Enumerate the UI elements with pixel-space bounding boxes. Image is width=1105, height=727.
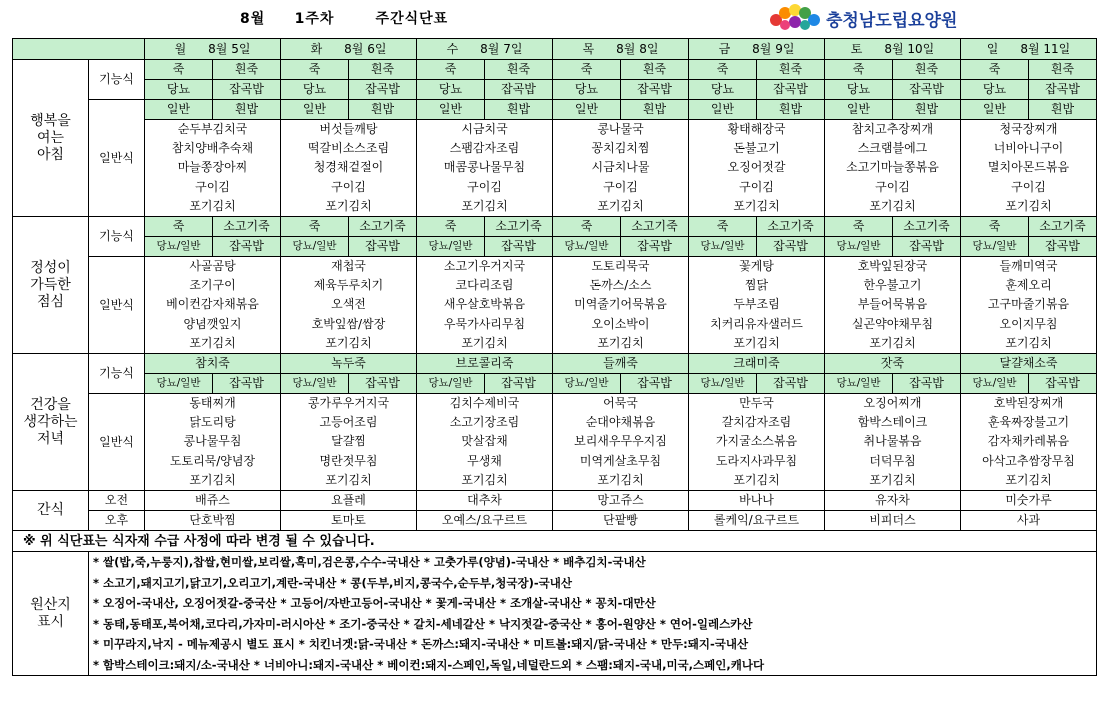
menu-item: 포기김치 [461, 335, 508, 350]
general-rice: 일반 [417, 100, 485, 120]
day-date: 8월 9일 [752, 41, 795, 56]
day-header [281, 39, 417, 60]
menu-item: 버섯들깨탕 [319, 122, 378, 136]
category-general: 일반식 [89, 257, 145, 354]
general-menu [689, 394, 825, 491]
functional-item: 달걀채소죽 [961, 354, 1097, 374]
menu-item: 갈치감자조림 [721, 415, 792, 430]
menu-item: 실곤약야채무침 [851, 316, 934, 331]
general-menu [825, 394, 961, 491]
functional-item: 흰죽 [893, 60, 961, 80]
functional-item: 당뇨 [281, 80, 349, 100]
menu-item: 스크램블에그 [857, 141, 928, 156]
functional-item: 잡곡밥 [485, 374, 553, 394]
menu-item: 명란젓무침 [319, 453, 378, 468]
functional-item: 당뇨/일반 [553, 237, 621, 257]
table-row [13, 374, 1097, 394]
weekly-menu-table [12, 38, 1097, 676]
functional-item: 잣죽 [825, 354, 961, 374]
functional-item: 당뇨/일반 [689, 237, 757, 257]
day-header [417, 39, 553, 60]
category-functional: 기능식 [89, 217, 145, 257]
menu-item: 멸치아몬드볶음 [987, 160, 1070, 175]
functional-item: 잡곡밥 [213, 237, 281, 257]
menu-item: 포기김치 [869, 198, 916, 213]
functional-item: 당뇨/일반 [281, 237, 349, 257]
general-rice: 흰밥 [893, 100, 961, 120]
origin-line: * 소고기,돼지고기,닭고기,오리고기,계란-국내산 * 콩(두부,비지,콩국수,순두부,청국장)-국내산 [93, 575, 572, 590]
functional-item: 당뇨/일반 [825, 374, 893, 394]
menu-item: 미역줄기어묵볶음 [574, 297, 667, 312]
functional-item: 죽 [689, 60, 757, 80]
menu-item: 떡갈비소스조림 [307, 141, 390, 156]
page-header [0, 0, 1105, 38]
functional-item: 당뇨/일반 [417, 237, 485, 257]
menu-item: 제육두루치기 [313, 278, 384, 293]
general-menu [281, 394, 417, 491]
menu-item: 도토리묵/양념장 [169, 453, 256, 468]
menu-item: 고등어조림 [319, 415, 378, 430]
table-row [13, 237, 1097, 257]
functional-item: 당뇨/일반 [689, 374, 757, 394]
menu-item: 동태찌개 [189, 396, 236, 411]
snack-item: 망고쥬스 [553, 491, 689, 511]
menu-item: 무생채 [467, 453, 502, 468]
menu-item: 포기김치 [325, 472, 372, 487]
category-general: 일반식 [89, 100, 145, 217]
table-row [13, 531, 1097, 552]
functional-item: 잡곡밥 [621, 374, 689, 394]
functional-item: 참치죽 [145, 354, 281, 374]
functional-item: 잡곡밥 [757, 237, 825, 257]
snack-item: 바나나 [689, 491, 825, 511]
org-name: 충청남도립요양원 [826, 10, 958, 31]
functional-item: 죽 [281, 217, 349, 237]
day-name: 목 [582, 41, 595, 56]
functional-item: 당뇨/일반 [553, 374, 621, 394]
menu-item: 청국장찌개 [999, 122, 1058, 136]
functional-item: 잡곡밥 [213, 374, 281, 394]
meal-label-lunch: 정성이 가득한 점심 [13, 217, 89, 354]
menu-item: 꽃게탕 [739, 259, 774, 274]
menu-item: 보리새우무우지짐 [574, 434, 667, 449]
menu-item: 꽁치김치찜 [591, 141, 650, 156]
functional-item: 당뇨/일반 [281, 374, 349, 394]
menu-item: 포기김치 [189, 198, 236, 213]
functional-item: 당뇨/일반 [145, 374, 213, 394]
functional-item: 죽 [145, 217, 213, 237]
table-row [13, 511, 1097, 531]
corner-cell [13, 39, 145, 60]
functional-item: 잡곡밥 [621, 237, 689, 257]
menu-item: 코다리조림 [455, 278, 514, 293]
day-header [961, 39, 1097, 60]
general-rice: 일반 [961, 100, 1029, 120]
general-menu [825, 120, 961, 217]
functional-item: 흰죽 [349, 60, 417, 80]
snack-item: 대추차 [417, 491, 553, 511]
functional-item: 소고기죽 [213, 217, 281, 237]
menu-item: 재첩국 [331, 259, 366, 274]
general-rice: 일반 [553, 100, 621, 120]
menu-item: 순두부김치국 [177, 122, 248, 136]
general-menu [417, 120, 553, 217]
category-functional: 기능식 [89, 354, 145, 394]
snack-item: 단호박찜 [145, 511, 281, 531]
day-name: 화 [310, 41, 323, 56]
meal-label-breakfast: 행복을 여는 아침 [13, 60, 89, 217]
menu-item: 가지굴소스볶음 [715, 434, 798, 449]
functional-item: 죽 [281, 60, 349, 80]
general-rice: 일반 [281, 100, 349, 120]
general-menu [689, 257, 825, 354]
menu-item: 함박스테이크 [857, 415, 928, 430]
general-rice: 흰밥 [485, 100, 553, 120]
table-row [13, 354, 1097, 374]
functional-item: 당뇨 [417, 80, 485, 100]
menu-item: 포기김치 [325, 335, 372, 350]
functional-item: 흰죽 [485, 60, 553, 80]
menu-item: 구이김 [603, 179, 638, 194]
day-date: 8월 7일 [480, 41, 523, 56]
menu-item: 마늘쫑장아찌 [177, 160, 248, 175]
menu-item: 감자채카레볶음 [987, 434, 1070, 449]
origin-list [89, 552, 1097, 676]
table-row [13, 39, 1097, 60]
functional-item: 죽 [417, 217, 485, 237]
menu-item: 순대야채볶음 [585, 415, 656, 430]
table-row [13, 394, 1097, 491]
menu-item: 콩가루우거지국 [307, 396, 390, 411]
menu-item: 한우불고기 [863, 278, 922, 293]
menu-item: 시금치국 [461, 122, 508, 136]
table-row [13, 257, 1097, 354]
functional-item: 잡곡밥 [1029, 374, 1097, 394]
functional-item: 소고기죽 [485, 217, 553, 237]
menu-item: 포기김치 [461, 472, 508, 487]
snack-am-label: 오전 [89, 491, 145, 511]
origin-line: * 동태,동태포,북어채,코다리,가자미-러시아산 * 조기-중국산 * 갈치-세네갈산 * 낙지젓갈-중국산 * 홍어-원양산 * 연어-일레스카산 [93, 616, 753, 631]
origin-line: * 함박스테이크:돼지/소-국내산 * 너비아니:돼지-국내산 * 베이컨:돼지-스페인,독일,네덜란드외 * 스팸:돼지-국내,미국,스페인,캐나다 [93, 657, 765, 672]
snack-item: 오예스/요구르트 [417, 511, 553, 531]
day-header [689, 39, 825, 60]
day-date: 8월 8일 [616, 41, 659, 56]
day-date: 8월 10일 [884, 41, 935, 56]
menu-item: 구이김 [467, 179, 502, 194]
functional-item: 크래미죽 [689, 354, 825, 374]
category-general: 일반식 [89, 394, 145, 491]
menu-item: 소고기장조림 [449, 415, 520, 430]
menu-item: 오징어찌개 [863, 396, 922, 411]
menu-item: 포기김치 [597, 335, 644, 350]
functional-item: 당뇨/일반 [961, 374, 1029, 394]
general-menu [689, 120, 825, 217]
table-row [13, 80, 1097, 100]
functional-item: 브로콜리죽 [417, 354, 553, 374]
snack-label: 간식 [13, 491, 89, 531]
menu-item: 치커리유자샐러드 [710, 316, 803, 331]
table-row [13, 552, 1097, 676]
general-menu [961, 394, 1097, 491]
menu-item: 포기김치 [189, 335, 236, 350]
menu-item: 포기김치 [1005, 472, 1052, 487]
menu-item: 시금치나물 [591, 160, 650, 175]
functional-item: 죽 [961, 217, 1029, 237]
functional-item: 들깨죽 [553, 354, 689, 374]
functional-item: 잡곡밥 [485, 237, 553, 257]
menu-item: 포기김치 [733, 472, 780, 487]
functional-item: 당뇨/일반 [417, 374, 485, 394]
origin-line: * 오징어-국내산, 오징어젓갈-중국산 * 고등어/자반고등어-국내산 * 꽃게-국내산 * 조개살-국내산 * 꽁치-대만산 [93, 596, 656, 611]
functional-item: 죽 [417, 60, 485, 80]
functional-item: 잡곡밥 [757, 80, 825, 100]
general-rice: 흰밥 [1029, 100, 1097, 120]
day-header [825, 39, 961, 60]
functional-item: 죽 [145, 60, 213, 80]
menu-item: 두부조림 [733, 297, 780, 312]
menu-item: 너비아니구이 [993, 141, 1064, 156]
menu-item: 포기김치 [597, 198, 644, 213]
snack-item: 토마토 [281, 511, 417, 531]
menu-item: 찜닭 [744, 278, 769, 293]
functional-item: 죽 [553, 60, 621, 80]
functional-item: 잡곡밥 [1029, 237, 1097, 257]
menu-item: 베이컨감자채볶음 [166, 297, 259, 312]
functional-item: 당뇨 [145, 80, 213, 100]
snack-item: 요플레 [281, 491, 417, 511]
functional-item: 흰죽 [621, 60, 689, 80]
menu-item: 호박잎된장국 [857, 259, 928, 274]
day-header [145, 39, 281, 60]
menu-item: 포기김치 [325, 198, 372, 213]
menu-item: 포기김치 [869, 335, 916, 350]
functional-item: 흰죽 [213, 60, 281, 80]
menu-item: 더덕무침 [869, 453, 916, 468]
functional-item: 당뇨/일반 [145, 237, 213, 257]
notice-text: ※ 위 식단표는 식자재 수급 사정에 따라 변경 될 수 있습니다. [13, 531, 1097, 552]
functional-item: 잡곡밥 [621, 80, 689, 100]
general-menu [825, 257, 961, 354]
menu-item: 콩나물국 [597, 122, 644, 136]
menu-item: 조기구이 [189, 278, 236, 293]
menu-item: 호박잎쌈/쌈장 [311, 316, 386, 331]
menu-item: 스팸감자조림 [449, 141, 520, 156]
functional-item: 당뇨 [825, 80, 893, 100]
table-row [13, 100, 1097, 120]
functional-item: 소고기죽 [757, 217, 825, 237]
snack-pm-label: 오후 [89, 511, 145, 531]
menu-item: 도토리묵국 [591, 259, 650, 274]
day-date: 8월 11일 [1020, 41, 1071, 56]
functional-item: 죽 [553, 217, 621, 237]
menu-item: 달걀찜 [331, 434, 366, 449]
general-rice: 일반 [689, 100, 757, 120]
menu-item: 포기김치 [597, 472, 644, 487]
menu-item: 호박된장찌개 [993, 396, 1064, 411]
day-name: 토 [850, 41, 863, 56]
menu-item: 돈까스/소스 [589, 278, 652, 293]
menu-item: 포기김치 [1005, 198, 1052, 213]
meal-label-dinner: 건강을 생각하는 저녁 [13, 354, 89, 491]
menu-item: 오이지무침 [999, 316, 1058, 331]
general-menu [553, 257, 689, 354]
table-row [13, 60, 1097, 80]
day-name: 월 [174, 41, 187, 56]
functional-item: 잡곡밥 [893, 80, 961, 100]
functional-item: 당뇨/일반 [961, 237, 1029, 257]
general-rice: 일반 [145, 100, 213, 120]
snack-item: 유자차 [825, 491, 961, 511]
day-date: 8월 6일 [344, 41, 387, 56]
day-name: 금 [718, 41, 731, 56]
menu-item: 포기김치 [189, 472, 236, 487]
menu-item: 콩나물무침 [183, 434, 242, 449]
menu-item: 미역게살초무침 [579, 453, 662, 468]
functional-item: 녹두죽 [281, 354, 417, 374]
snack-item: 미숫가루 [961, 491, 1097, 511]
functional-item: 잡곡밥 [485, 80, 553, 100]
menu-item: 오색전 [331, 297, 366, 312]
menu-item: 새우살호박볶음 [443, 297, 526, 312]
category-functional: 기능식 [89, 60, 145, 100]
table-row [13, 491, 1097, 511]
snack-item: 배쥬스 [145, 491, 281, 511]
origin-line: * 미꾸라지,낙지 - 메뉴제공시 별도 표시 * 치킨너겟:닭-국내산 * 돈까스:돼지-국내산 * 미트볼:돼지/닭-국내산 * 만두:돼지-국내산 [93, 637, 749, 652]
menu-item: 맛살잡채 [461, 434, 508, 449]
menu-item: 구이김 [875, 179, 910, 194]
functional-item: 잡곡밥 [349, 80, 417, 100]
menu-item: 부들어묵볶음 [857, 297, 928, 312]
menu-item: 고구마줄기볶음 [987, 297, 1070, 312]
general-menu [145, 257, 281, 354]
day-date: 8월 5일 [208, 41, 251, 56]
functional-item: 당뇨 [553, 80, 621, 100]
functional-item: 당뇨 [689, 80, 757, 100]
snack-item: 롤케익/요구르트 [689, 511, 825, 531]
menu-item: 참치양배추숙채 [171, 141, 254, 156]
general-menu [281, 257, 417, 354]
general-menu [961, 257, 1097, 354]
functional-item: 잡곡밥 [893, 374, 961, 394]
day-name: 수 [446, 41, 459, 56]
menu-item: 구이김 [195, 179, 230, 194]
general-menu [145, 120, 281, 217]
general-rice: 일반 [825, 100, 893, 120]
menu-item: 오이소박이 [591, 316, 650, 331]
menu-item: 양념깻잎지 [183, 316, 242, 331]
table-row [13, 217, 1097, 237]
menu-item: 황태해장국 [727, 122, 786, 136]
menu-item: 매콤콩나물무침 [443, 160, 526, 175]
org-logo [768, 3, 957, 33]
menu-item: 김치수제비국 [449, 396, 520, 411]
functional-item: 죽 [961, 60, 1029, 80]
origin-line: * 쌀(밥,죽,누룽지),찹쌀,현미쌀,보리쌀,흑미,검은콩,수수-국내산 * 고춧가루(양념)-국내산 * 배추김치-국내산 [93, 555, 646, 570]
menu-item: 어묵국 [603, 396, 638, 411]
menu-item: 포기김치 [1005, 335, 1052, 350]
functional-item: 죽 [825, 60, 893, 80]
day-header [553, 39, 689, 60]
menu-item: 포기김치 [733, 198, 780, 213]
general-menu [417, 257, 553, 354]
general-rice: 흰밥 [349, 100, 417, 120]
menu-item: 포기김치 [461, 198, 508, 213]
functional-item: 잡곡밥 [349, 374, 417, 394]
functional-item: 잡곡밥 [349, 237, 417, 257]
origin-label: 원산지 표시 [13, 552, 89, 676]
functional-item: 소고기죽 [893, 217, 961, 237]
general-menu [961, 120, 1097, 217]
menu-item: 포기김치 [733, 335, 780, 350]
menu-item: 사골곰탕 [189, 259, 236, 274]
menu-item: 아삭고추쌈장무침 [982, 453, 1075, 468]
general-rice: 흰밥 [757, 100, 825, 120]
functional-item: 흰죽 [1029, 60, 1097, 80]
general-menu [281, 120, 417, 217]
functional-item: 당뇨/일반 [825, 237, 893, 257]
functional-item: 잡곡밥 [757, 374, 825, 394]
general-menu [553, 120, 689, 217]
functional-item: 흰죽 [757, 60, 825, 80]
menu-item: 들깨미역국 [999, 259, 1058, 274]
menu-item: 우묵가사리무침 [443, 316, 526, 331]
day-name: 일 [986, 41, 999, 56]
functional-item: 죽 [825, 217, 893, 237]
page-title: 8월 1주차 주간식단표 [240, 11, 449, 27]
menu-item: 소고기우거지국 [443, 259, 526, 274]
menu-item: 구이김 [1011, 179, 1046, 194]
menu-item: 취나물볶음 [863, 434, 922, 449]
menu-item: 참치고추장찌개 [851, 122, 934, 136]
functional-item: 잡곡밥 [1029, 80, 1097, 100]
snack-item: 사과 [961, 511, 1097, 531]
menu-item: 만두국 [739, 396, 774, 411]
flower-logo-icon [768, 4, 822, 32]
functional-item: 잡곡밥 [213, 80, 281, 100]
menu-item: 도라지사과무침 [715, 453, 798, 468]
functional-item: 소고기죽 [621, 217, 689, 237]
general-menu [145, 394, 281, 491]
menu-item: 구이김 [739, 179, 774, 194]
general-rice: 흰밥 [213, 100, 281, 120]
menu-item: 청경채겉절이 [313, 160, 384, 175]
functional-item: 소고기죽 [1029, 217, 1097, 237]
snack-item: 비피더스 [825, 511, 961, 531]
menu-item: 훈육짜장불고기 [987, 415, 1070, 430]
functional-item: 죽 [689, 217, 757, 237]
functional-item: 당뇨 [961, 80, 1029, 100]
table-row [13, 120, 1097, 217]
general-menu [417, 394, 553, 491]
functional-item: 잡곡밥 [893, 237, 961, 257]
snack-item: 단팥빵 [553, 511, 689, 531]
menu-item: 포기김치 [869, 472, 916, 487]
menu-item: 소고기마늘쫑볶음 [846, 160, 939, 175]
menu-item: 오징어젓갈 [727, 160, 786, 175]
general-menu [553, 394, 689, 491]
menu-item: 돈불고기 [733, 141, 780, 156]
menu-item: 닭도리탕 [189, 415, 236, 430]
menu-item: 구이김 [331, 179, 366, 194]
general-rice: 흰밥 [621, 100, 689, 120]
functional-item: 소고기죽 [349, 217, 417, 237]
menu-item: 훈제오리 [1005, 278, 1052, 293]
